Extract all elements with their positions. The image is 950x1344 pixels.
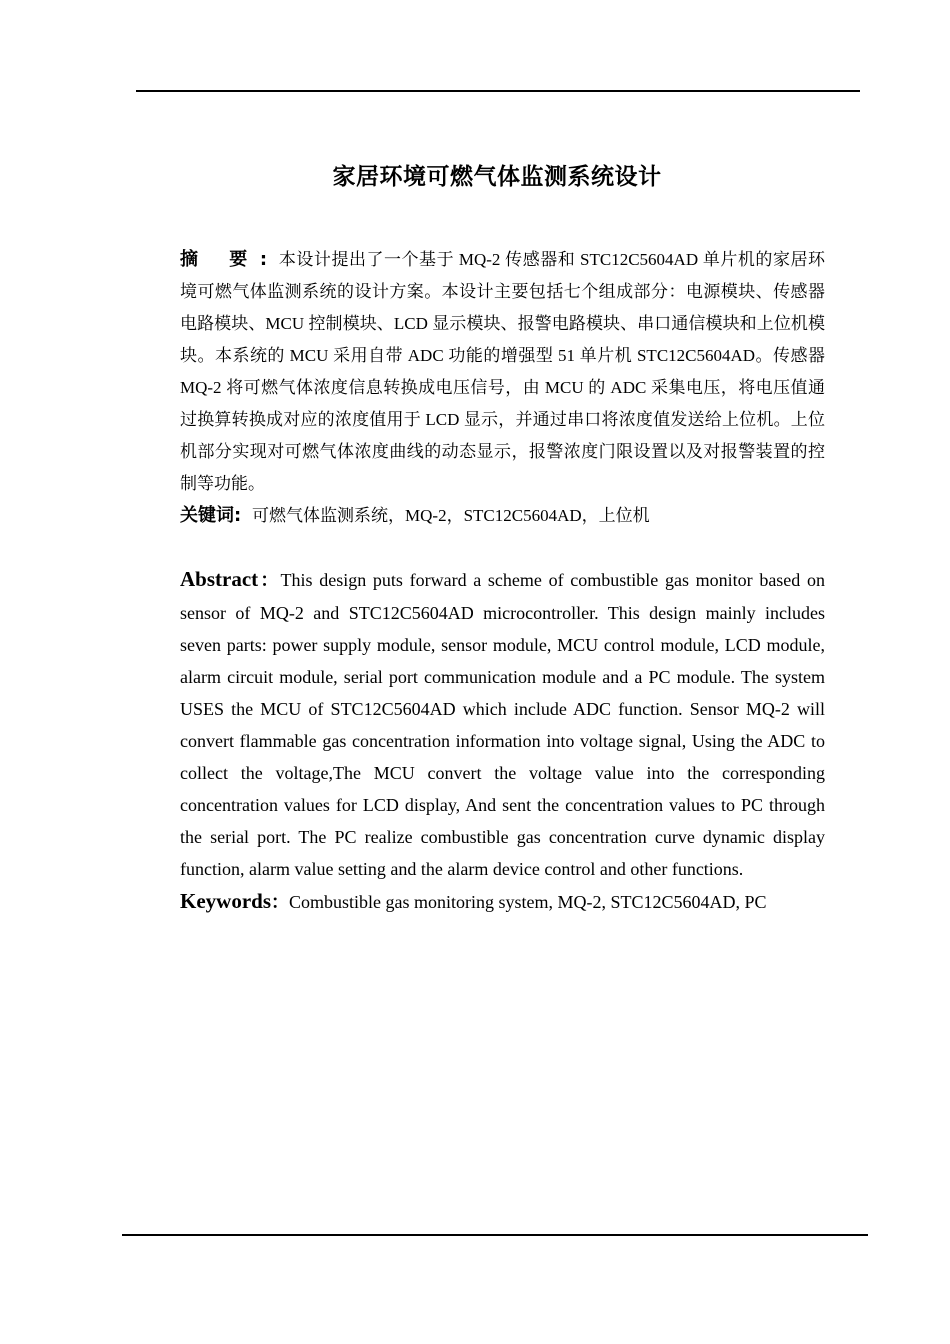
chinese-abstract [180,244,825,532]
chinese-abstract-label: 摘 要 [180,249,260,270]
footer-rule [122,1234,868,1236]
chinese-keywords-label: 关键词: [180,505,242,526]
english-keywords-colon: ： [271,892,289,913]
english-abstract-paragraph [180,563,825,885]
document-title: 家居环境可燃气体监测系统设计 [332,164,662,190]
chinese-abstract-paragraph [180,244,825,500]
english-abstract-body: This design puts forward a scheme of combustible gas monitor based on sensor of MQ-2 and STC12C5604AD microcontroller. This design mainly includes seven parts: power supply module, sensor module, MCU control module, LCD module, alarm circuit module, serial port communication module and a PC module. The system USES the MCU of STC12C5604AD which include ADC function. Sensor MQ-2 will convert flammable gas concentration information into voltage signal, Using the ADC to collect the voltage,The MCU convert the voltage value into the corresponding concentration values for LCD display, And sent the concentration values to PC through the serial port. The PC realize combustible gas concentration curve dynamic display function, alarm value setting and the alarm device control and other functions. [180,570,825,879]
english-abstract-colon: ： [258,570,281,591]
english-abstract-label: Abstract [180,567,259,591]
chinese-abstract-body: 本设计提出了一个基于 MQ-2 传感器和 STC12C5604AD 单片机的家居环境可燃气体监测系统的设计方案。本设计主要包括七个组成部分：电源模块、传感器电路模块、MCU 控制模块、LCD 显示模块、报警电路模块、串口通信模块和上位机模块。本系统的 MCU 采用自带 ADC 功能的增强型 51 单片机 STC12C5604AD。传感器 MQ-2 将可燃气体浓度信息转换成电压信号，由 MCU 的 ADC 采集电压，将电压值通过换算转换成对应的浓度值用于 LCD 显示，并通过串口将浓度值发送给上位机。上位机部分实现对可燃气体浓度曲线的动态显示，报警浓度门限设置以及对报警装置的控制等功能。 [180,250,825,493]
chinese-abstract-colon: : [259,249,268,270]
english-abstract [180,563,825,919]
english-keywords-label: Keywords [180,889,271,913]
header-rule [136,90,860,92]
chinese-keywords [180,500,825,532]
english-keywords-text: Combustible gas monitoring system, MQ-2, STC12C5604AD, PC [289,892,767,912]
chinese-keywords-text: 可燃气体监测系统，MQ-2，STC12C5604AD，上位机 [252,506,650,525]
english-keywords [180,885,825,919]
